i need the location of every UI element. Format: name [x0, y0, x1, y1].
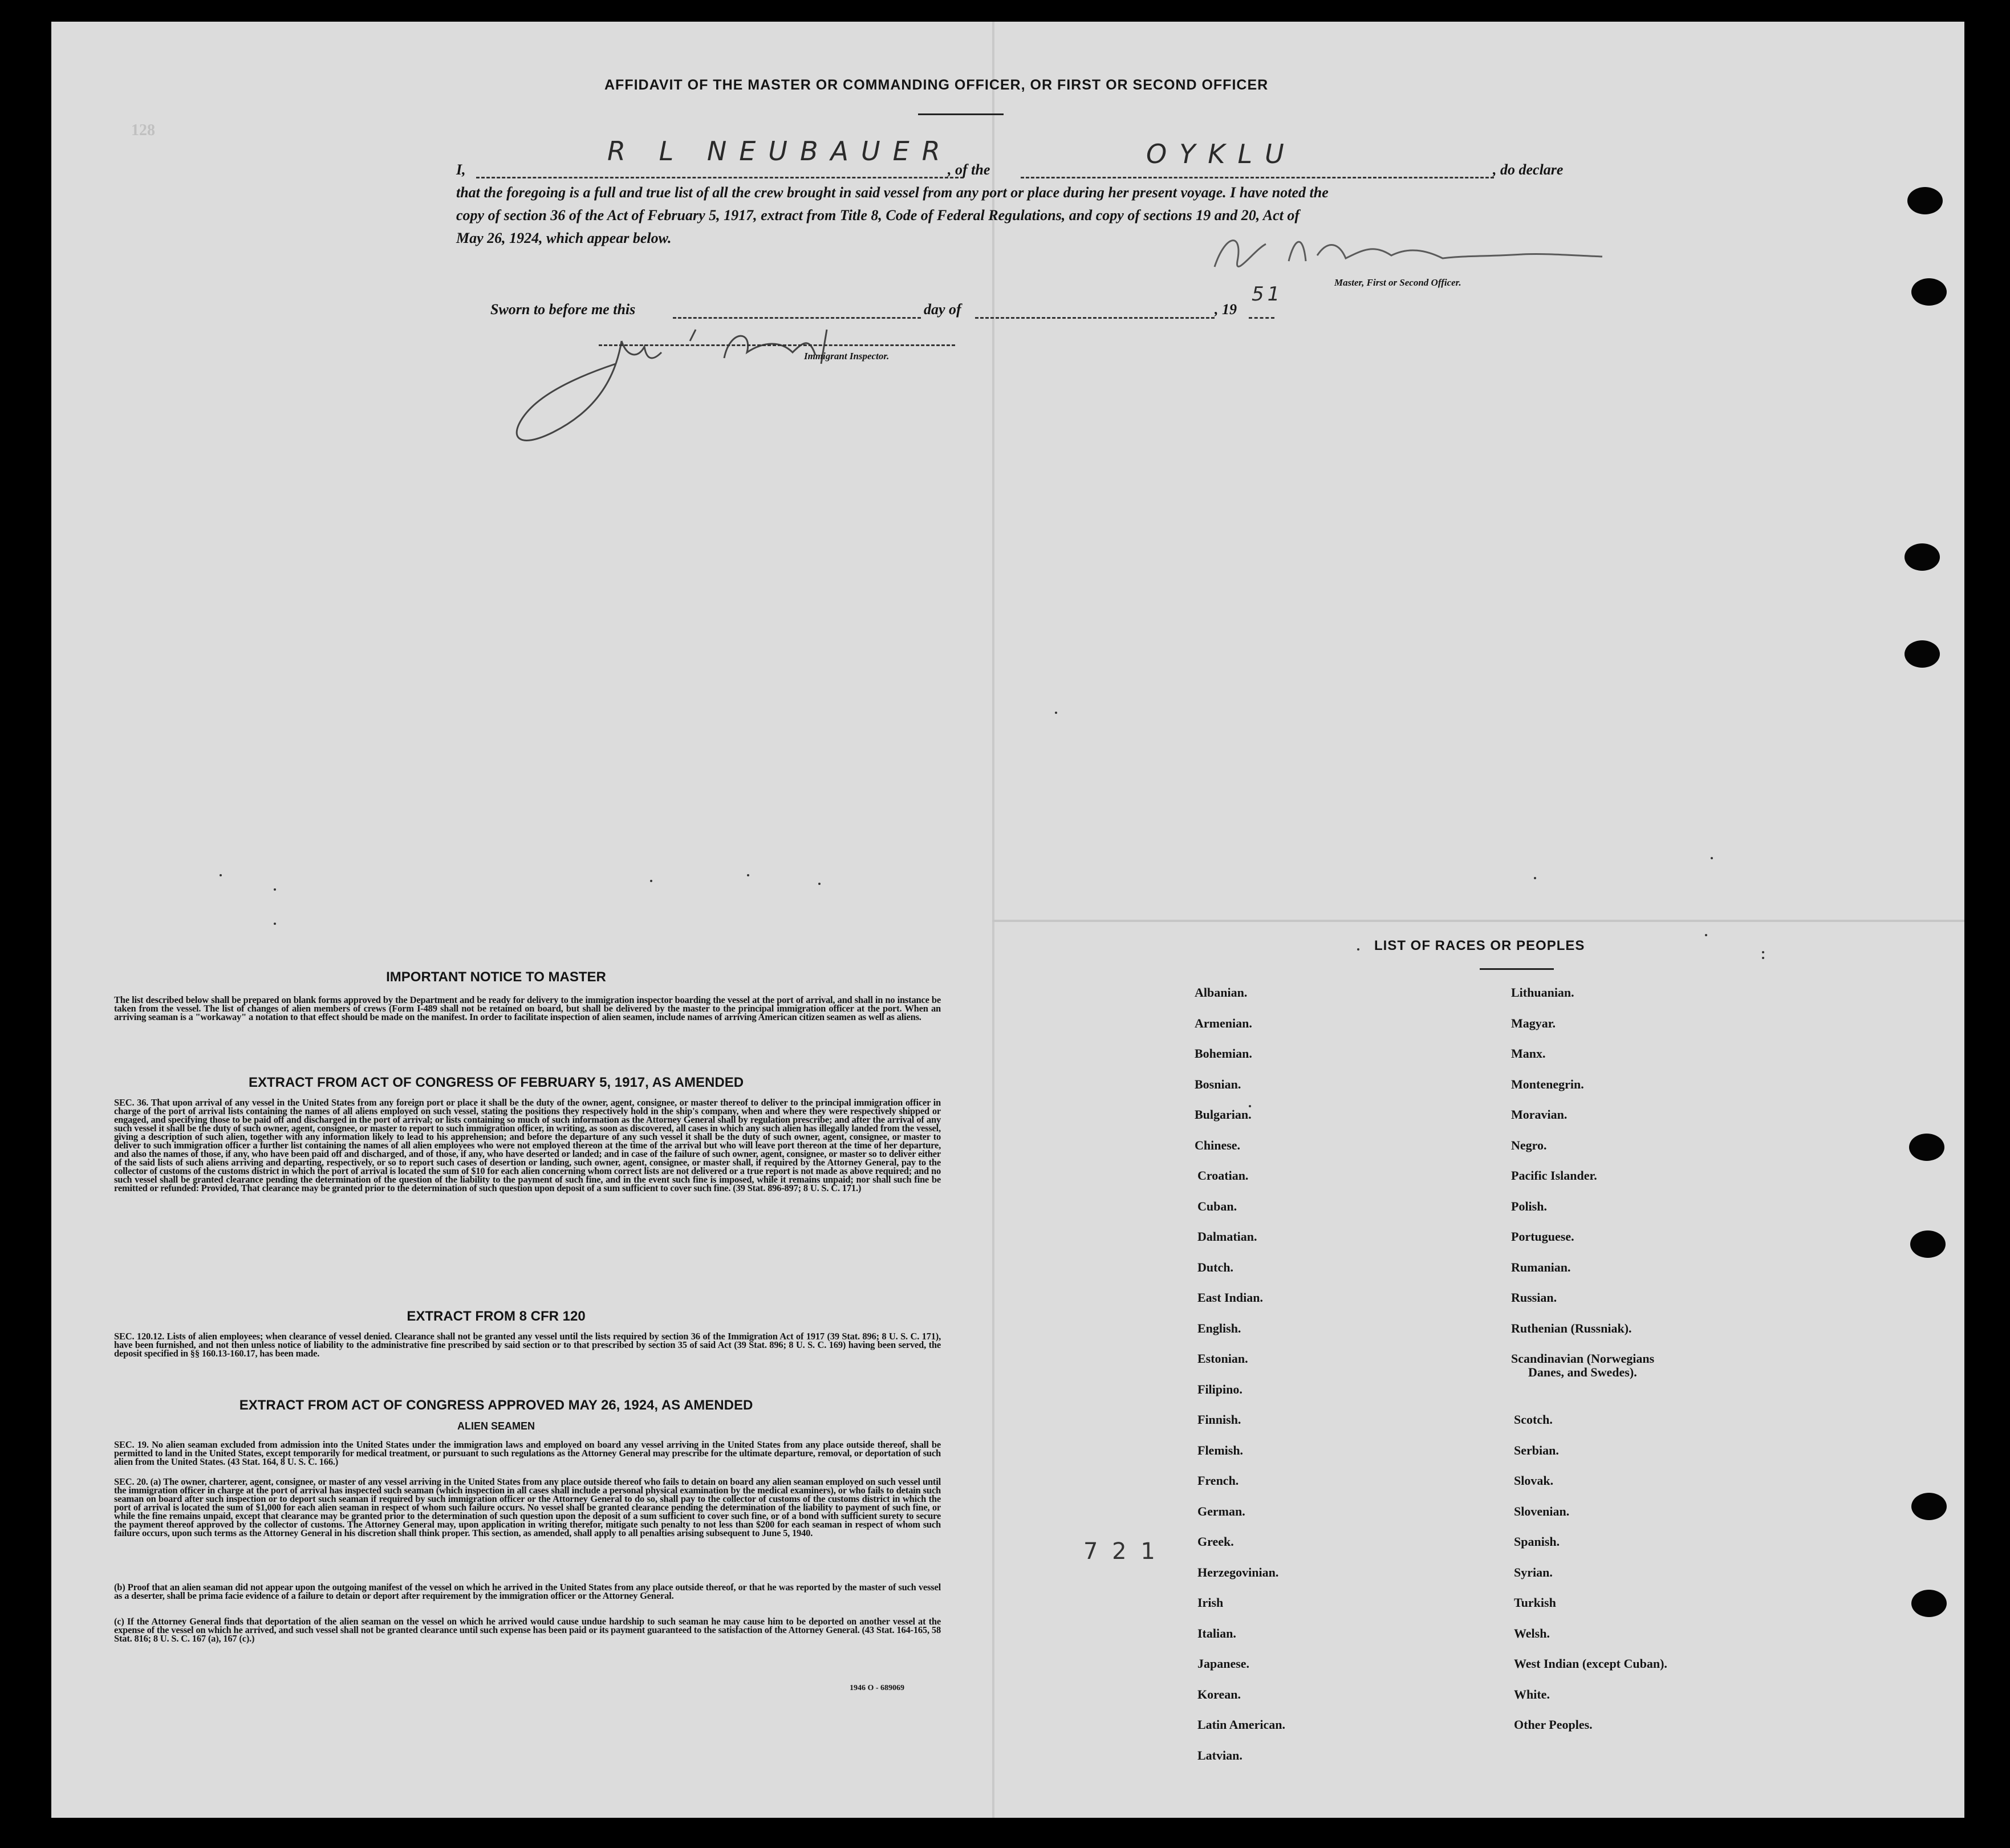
races-rule — [1480, 968, 1554, 970]
year-prefix: , 19 — [1215, 301, 1237, 318]
punch-hole — [1905, 640, 1940, 668]
race-item: Korean. — [1197, 1687, 1241, 1701]
race-item: Negro. — [1511, 1138, 1547, 1152]
extract-1924-sec19: SEC. 19. No alien seaman excluded from admission into the United States under the immigration laws and employed on board any vessel arriving in the United States from any place outside thereof, shall be permitted to land in the United States, except temporarily for medical treatment, or pursuant to such regulations as the Attorney General may prescribe for the ultimate departure, removal, or deportation of such alien from the United States. (43 Stat. 164, 8 U. S. C. 166.) — [114, 1439, 941, 1467]
race-item: Welsh. — [1514, 1626, 1550, 1640]
race-item: Scandinavian (Norwegians — [1511, 1351, 1655, 1366]
inspector-caption: Immigrant Inspector. — [804, 351, 890, 362]
affidavit-body-line2: copy of section 36 of the Act of February 5, 1917, extract from Title 8, Code of Federal Regulations, and copy of sections 19 and 20, Act of — [456, 207, 1300, 224]
race-item: West Indian (except Cuban). — [1514, 1656, 1667, 1671]
vessel-line — [1021, 177, 1494, 178]
race-item: Latvian. — [1197, 1748, 1242, 1762]
race-item: Albanian. — [1195, 985, 1248, 1000]
race-item: Bosnian. — [1195, 1077, 1241, 1091]
inspector-line — [599, 344, 955, 346]
race-item: Bohemian. — [1195, 1046, 1252, 1061]
race-item: French. — [1197, 1473, 1239, 1488]
race-item: Lithuanian. — [1511, 985, 1574, 1000]
signature-caption: Master, First or Second Officer. — [1334, 277, 1461, 288]
sworn-label: Sworn to before me this — [490, 301, 636, 318]
name-line — [476, 177, 964, 178]
print-code: 1946 O - 689069 — [850, 1684, 905, 1692]
race-item: Bulgarian. — [1195, 1107, 1252, 1122]
race-item: Chinese. — [1195, 1138, 1241, 1152]
races-title: LIST OF RACES OR PEOPLES — [1374, 938, 1585, 953]
race-item: Italian. — [1197, 1626, 1236, 1640]
race-item: Dalmatian. — [1197, 1229, 1257, 1244]
punch-hole — [1911, 1590, 1947, 1617]
of-the-label: , of the — [948, 161, 990, 178]
race-item: Scotch. — [1514, 1412, 1553, 1427]
extract-1924-sec20b: (b) Proof that an alien seaman did not appear upon the outgoing manifest of the vessel on which he arrived in the United States from any place outside thereof, or that he was reported by the master of such vessel as a deserter, shall be prima facie evidence of a failure to detain or deport after requirement by the immigration officer or the Attorney General. — [114, 1582, 941, 1601]
affidavit-title: AFFIDAVIT OF THE MASTER OR COMMANDING OFFICER, OR FIRST OR SECOND OFFICER — [604, 77, 1269, 93]
race-item: Croatian. — [1197, 1168, 1249, 1183]
inspector-signature — [485, 307, 907, 455]
race-item: Estonian. — [1197, 1351, 1248, 1366]
year-line — [1249, 317, 1274, 319]
race-item: Other Peoples. — [1514, 1717, 1593, 1732]
extract-1917-title: EXTRACT FROM ACT OF CONGRESS OF FEBRUARY 5, 1917, AS AMENDED — [248, 1075, 744, 1090]
race-item: Serbian. — [1514, 1443, 1559, 1457]
extract-1917-text: SEC. 36. That upon arrival of any vessel in the United States from any foreign port or place it shall be the duty of the owner, agent, consignee, or master thereof to deliver to the principal immigration officer in charge of the port of arrival lists containing the names of all aliens employed on such vessel, stating the positions they respectively hold in the ship's company, when and where they were respectively shipped or engaged, and specifying those to be paid off and discharged in the port of arrival; or lists containing so much of such information as the Attorney General shall by regulation prescribe; and after the arrival of any such vessel it shall be the duty of such owner, agent, consignee, or master to report to such immigration officer, in writing, as soon as discovered, all cases in which any such alien has illegally landed from the vessel, giving a description of such alien, together with any information likely to lead to his apprehension; and before the departure of any such vessel it shall be the duty of such owner, agent, consignee, or master to deliver to such immigration officer a further list containing the names of all alien employees who were not employed thereon at the time of the arrival but who will leave port thereon at the time of her departure, and also the names of those, if any, who have been paid off and discharged, and of those, if any, who have deserted or landed; and in case of the failure of such owner, agent, consignee, or master so to deliver either of the said lists of such aliens arriving and departing, respectively, or so to report such cases of desertion or landing, such owner, agent, consignee, or master shall, if required by the Attorney General, pay to the collector of customs of the customs district in which the port of arrival is located the sum of $10 for each alien concerning whom correct lists are not delivered or a true report is not made as above required; and no such vessel shall be granted clearance pending the determination of the question of the liability to the payment of such fine, and in the event such fine is imposed, while it remains unpaid; nor shall such fine be remitted or refunded: Provided, That clearance may be granted prior to the determination of such question upon deposit of a sum sufficient to cover such fine. (39 Stat. 896-897; 8 U. S. C. 171.) — [114, 1097, 941, 1193]
race-item-continuation: Danes, and Swedes). — [1528, 1365, 1637, 1379]
affidavit-body-line1: that the foregoing is a full and true list of all the crew brought in said vessel from any port or place during her present voyage. I have noted the — [456, 184, 1329, 201]
race-item: Polish. — [1511, 1199, 1547, 1213]
race-item: Rumanian. — [1511, 1260, 1571, 1274]
race-item: Russian. — [1511, 1290, 1557, 1305]
declarant-prefix: I, — [456, 161, 466, 178]
race-item: Herzegovinian. — [1197, 1565, 1279, 1579]
race-item: Syrian. — [1514, 1565, 1553, 1579]
races-column-1 — [1195, 985, 1423, 1795]
races-column-2 — [1511, 985, 1830, 1795]
race-item: Slovak. — [1514, 1473, 1554, 1488]
race-item: East Indian. — [1197, 1290, 1263, 1305]
race-item: Flemish. — [1197, 1443, 1244, 1457]
notice-text: The list described below shall be prepared on blank forms approved by the Department and be ready for delivery to the immigration inspector boarding the vessel at the port of arrival, and shall in no instance be taken from the vessel. The list of changes of alien members of crews (Form I-489 shall not be retained on board, but shall be delivered by the master to the principal immigration officer at the port. When an arriving seaman is a "workaway" a notation to that effect should be made on the manifest. In order to facilitate inspection of alien seamen, include names of arriving American citizen seamen as well as aliens. — [114, 994, 941, 1022]
race-item: Turkish — [1514, 1595, 1556, 1610]
notice-title: IMPORTANT NOTICE TO MASTER — [386, 969, 606, 985]
race-item: Filipino. — [1197, 1382, 1242, 1396]
race-item: Spanish. — [1514, 1534, 1560, 1549]
race-item: Armenian. — [1195, 1016, 1252, 1030]
race-item: Slovenian. — [1514, 1504, 1570, 1518]
race-item: Ruthenian (Russniak). — [1511, 1321, 1632, 1335]
race-item: Montenegrin. — [1511, 1077, 1584, 1091]
vessel-name-handwritten: OYKLU — [1146, 139, 1297, 169]
horizontal-fold-line — [992, 920, 1964, 922]
alien-seamen-subtitle: ALIEN SEAMEN — [457, 1420, 535, 1432]
title-rule — [918, 113, 1004, 115]
affidavit-body-line3: May 26, 1924, which appear below. — [456, 230, 672, 246]
extract-1924-title: EXTRACT FROM ACT OF CONGRESS APPROVED MAY 26, 1924, AS AMENDED — [239, 1398, 753, 1413]
pencil-note: 7 2 1 — [1083, 1538, 1159, 1565]
day-of-label: day of — [924, 301, 961, 318]
punch-hole — [1910, 1230, 1946, 1258]
race-item: Pacific Islander. — [1511, 1168, 1597, 1183]
extract-1924-sec20: SEC. 20. (a) The owner, charterer, agent, consignee, or master of any vessel arriving in the United States from any place outside thereof who fails to detain on board any alien seaman employed on such vessel until the immigration officer in charge at the port of arrival has inspected such seaman (which inspection in all cases shall include a personal physical examination by the medical examiners), or who fails to detain such seaman on board after such inspection or to deport such seaman if required by such immigration officer or the Attorney General to do so, shall pay to the collector of customs of the customs district in which the port of arrival is located the sum of $1,000 for each alien seaman in respect of whom such failure occurs. No vessel shall be granted clearance pending the determination of the liability to payment of such fine, or while the fine remains unpaid, except that clearance may be granted prior to the determination of such question upon the deposit of a sum sufficient to cover such fine, or of a bond with sufficient surety to secure the payment thereof approved by the collector of customs. The Attorney General may, upon application in writing therefor, mitigate such penalty to not less than $200 for each seaman in respect of whom such failure occurs, upon such terms as the Attorney General in his discretion shall think proper. This section, as amended, shall apply to all penalties arising subsequent to June 5, 1940. — [114, 1476, 941, 1538]
punch-hole — [1905, 543, 1940, 571]
race-item: Magyar. — [1511, 1016, 1556, 1030]
punch-hole — [1909, 1134, 1944, 1161]
race-item: Moravian. — [1511, 1107, 1568, 1122]
race-item: Irish — [1197, 1595, 1224, 1610]
document-page — [51, 22, 1964, 1818]
race-item: German. — [1197, 1504, 1245, 1518]
year-handwritten: 51 — [1252, 283, 1284, 306]
race-item: Dutch. — [1197, 1260, 1233, 1274]
punch-hole — [1907, 187, 1943, 214]
race-item: Finnish. — [1197, 1412, 1241, 1427]
punch-hole — [1911, 278, 1947, 306]
sworn-month-line — [975, 317, 1215, 319]
race-item: White. — [1514, 1687, 1550, 1701]
master-name-handwritten: R L NEUBAUER — [607, 136, 953, 166]
race-item: Cuban. — [1197, 1199, 1237, 1213]
race-item: English. — [1197, 1321, 1241, 1335]
extract-cfr-title: EXTRACT FROM 8 CFR 120 — [407, 1309, 586, 1324]
do-declare-label: , do declare — [1493, 161, 1564, 178]
page-stamp: 128 — [131, 121, 155, 139]
race-item: Portuguese. — [1511, 1229, 1574, 1244]
race-item: Japanese. — [1197, 1656, 1250, 1671]
race-item: Manx. — [1511, 1046, 1546, 1061]
extract-1924-sec20c: (c) If the Attorney General finds that deportation of the alien seaman on the vessel on which he arrived would cause undue hardship to such seaman he may cause him to be deported on another vessel at the expense of the vessel on which he arrived, and such vessel shall not be granted clearance until such expense has been paid or its payment guaranteed to the satisfaction of the Attorney General. (43 Stat. 164-165, 58 Stat. 816; 8 U. S. C. 167 (a), 167 (c).) — [114, 1616, 941, 1644]
race-item: Latin American. — [1197, 1717, 1285, 1732]
extract-cfr-text: SEC. 120.12. Lists of alien employees; when clearance of vessel denied. Clearance shall not be granted any vessel until the lists required by section 36 of the Immigration Act of 1917 (39 Stat. 896; 8 U. S. C. 171), have been furnished, and not then unless notice of liability to the administrative fine prescribed by said section or to that prescribed by section 35 of said Act (39 Stat. 896; 8 U. S. C. 169) having been served, the deposit specified in §§ 160.13-160.17, has been made. — [114, 1331, 941, 1359]
punch-hole — [1911, 1493, 1947, 1520]
race-item: Greek. — [1197, 1534, 1234, 1549]
